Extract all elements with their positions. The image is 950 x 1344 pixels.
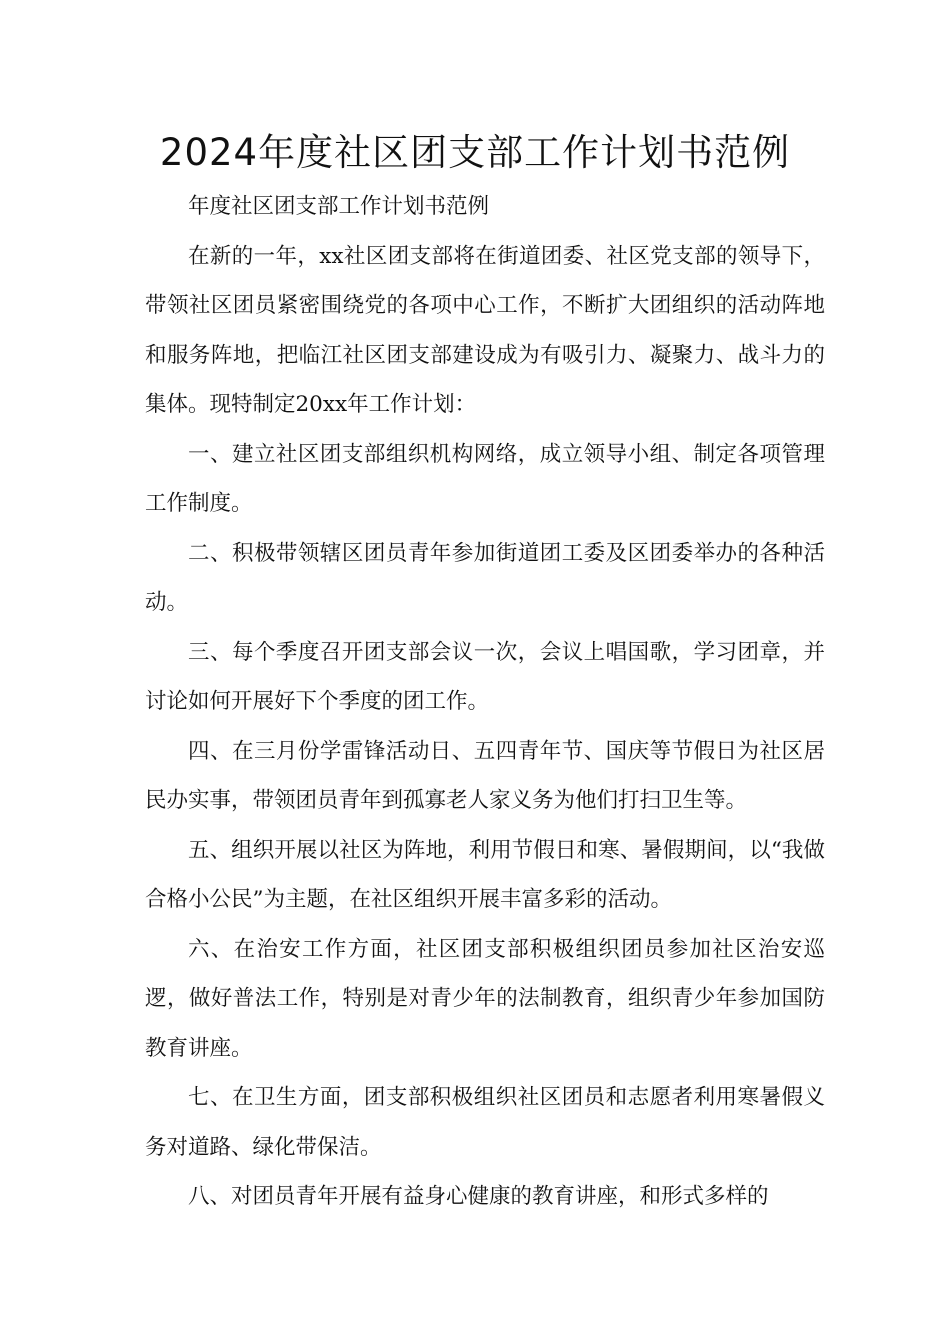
paragraph-item-2: 二、积极带领辖区团员青年参加街道团工委及区团委举办的各种活动。 xyxy=(145,540,825,615)
paragraph-item-7: 七、在卫生方面，团支部积极组织社区团员和志愿者利用寒暑假义务对道路、绿化带保洁。 xyxy=(145,1085,825,1160)
document-body xyxy=(145,182,825,1222)
paragraph-item-5: 五、组织开展以社区为阵地，利用节假日和寒、暑假期间，以“我做合格小公民”为主题，在社区组织开展丰富多彩的活动。 xyxy=(145,837,825,912)
paragraph-item-1: 一、建立社区团支部组织机构网络，成立领导小组、制定各项管理工作制度。 xyxy=(145,441,825,516)
paragraph-intro: 在新的一年，xx社区团支部将在街道团委、社区党支部的领导下，带领社区团员紧密围绕党的各项中心工作，不断扩大团组织的活动阵地和服务阵地，把临江社区团支部建设成为有吸引力、凝聚力、战斗力的集体。现特制定20xx年工作计划： xyxy=(145,243,825,417)
paragraph-item-6: 六、在治安工作方面，社区团支部积极组织团员参加社区治安巡逻，做好普法工作，特别是对青少年的法制教育，组织青少年参加国防教育讲座。 xyxy=(145,936,825,1061)
document-subtitle: 年度社区团支部工作计划书范例 xyxy=(188,194,490,219)
document-title: 2024年度社区团支部工作计划书范例 xyxy=(159,131,791,174)
paragraph-item-8: 八、对团员青年开展有益身心健康的教育讲座，和形式多样的 xyxy=(188,1184,769,1209)
paragraph-item-4: 四、在三月份学雷锋活动日、五四青年节、国庆等节假日为社区居民办实事，带领团员青年到孤寡老人家义务为他们打扫卫生等。 xyxy=(145,738,825,813)
paragraph-item-3: 三、每个季度召开团支部会议一次，会议上唱国歌，学习团章，并讨论如何开展好下个季度的团工作。 xyxy=(145,639,825,714)
